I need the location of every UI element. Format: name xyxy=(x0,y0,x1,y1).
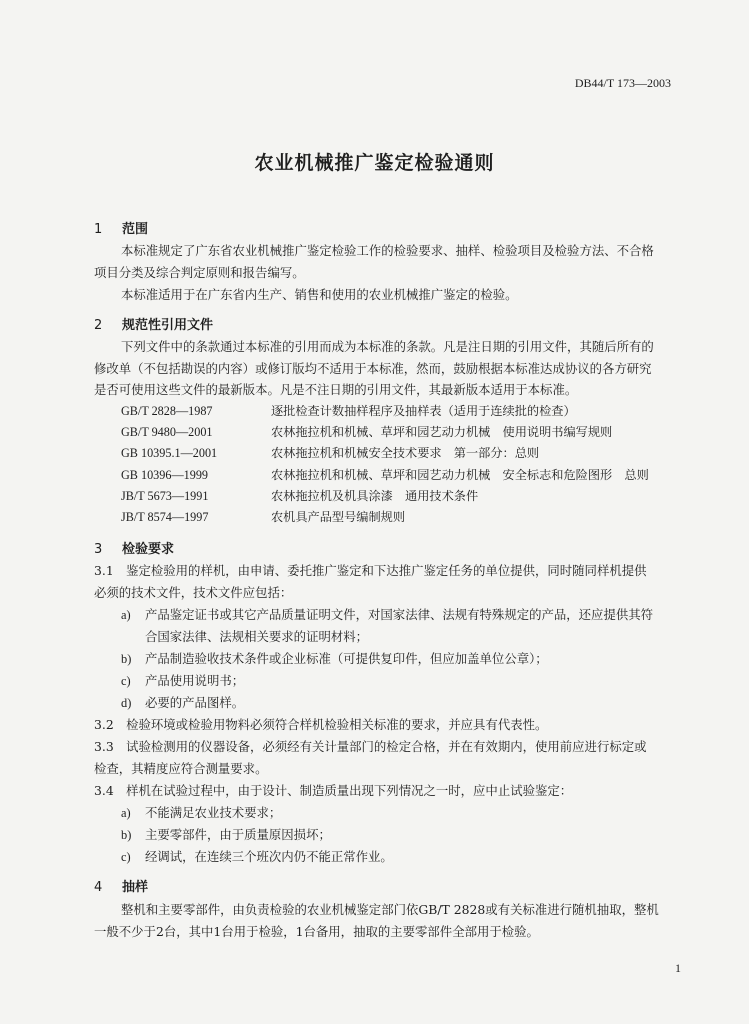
section-1-heading xyxy=(94,218,148,237)
section-number: 1 xyxy=(94,222,103,237)
list-text: 经调试，在连续三个班次内仍不能正常作业。 xyxy=(145,849,393,864)
reference-code: GB/T 9480—2001 xyxy=(121,425,213,439)
list-text: 合国家法律、法规相关要求的证明材料； xyxy=(145,629,369,644)
list-text: 主要零部件，由于质量原因损坏； xyxy=(145,827,331,842)
section-title: 范围 xyxy=(122,222,149,237)
page-title: 农业机械推广鉴定检验通则 xyxy=(254,152,495,174)
list-marker: b) xyxy=(121,652,132,666)
paragraph-line: 必须的技术文件，技术文件应包括： xyxy=(94,585,293,600)
list-item xyxy=(121,605,653,623)
list-marker: b) xyxy=(121,828,132,842)
paragraph-line: 检查，其精度应符合测量要求。 xyxy=(94,761,268,776)
list-marker: c) xyxy=(121,674,131,688)
reference-item xyxy=(121,487,478,504)
section-number: 4 xyxy=(94,880,103,895)
reference-item xyxy=(121,466,649,483)
standard-code: DB44/T 173—2003 xyxy=(574,76,671,90)
reference-title: 农机具产品型号编制规则 xyxy=(271,510,406,524)
paragraph-line: 整机和主要零部件，由负责检验的农业机械鉴定部门依GB/T 2828或有关标准进行随机抽取，整机 xyxy=(121,902,659,917)
reference-item xyxy=(121,444,539,461)
section-title: 抽样 xyxy=(122,880,149,895)
list-text: 产品使用说明书； xyxy=(145,673,245,688)
paragraph-line: 项目分类及综合判定原则和报告编写。 xyxy=(94,265,305,280)
paragraph-line: 一般不少于2台，其中1台用于检验，1台备用，抽取的主要零部件全部用于检验。 xyxy=(94,924,539,939)
paragraph-line: 本标准规定了广东省农业机械推广鉴定检验工作的检验要求、抽样、检验项目及检验方法、不合格 xyxy=(121,243,654,258)
reference-item xyxy=(121,402,576,419)
paragraph-line: 是否可使用这些文件的最新版本。凡是不注日期的引用文件，其最新版本适用于本标准。 xyxy=(94,382,578,397)
reference-code: JB/T 5673—1991 xyxy=(121,489,209,503)
reference-item xyxy=(121,508,405,525)
list-item xyxy=(121,847,393,865)
paragraph-line: 本标准适用于在广东省内生产、销售和使用的农业机械推广鉴定的检验。 xyxy=(121,287,518,302)
list-text: 不能满足农业技术要求； xyxy=(145,805,282,820)
section-2-heading xyxy=(94,314,213,333)
list-marker: c) xyxy=(121,850,131,864)
section-title: 检验要求 xyxy=(122,542,175,557)
page-number: 1 xyxy=(675,961,681,975)
reference-title: 农林拖拉机和机械、草坪和园艺动力机械 使用说明书编写规则 xyxy=(271,425,613,439)
list-text: 产品制造验收技术条件或企业标准（可提供复印件，但应加盖单位公章）； xyxy=(145,651,548,666)
clause-3-4: 3.4 样机在试验过程中，由于设计、制造质量出现下列情况之一时，应中止试验鉴定： xyxy=(94,783,573,798)
list-text: 产品鉴定证书或其它产品质量证明文件，对国家法律、法规有特殊规定的产品，还应提供其符 xyxy=(145,607,654,622)
section-3-heading xyxy=(94,538,174,557)
list-marker: a) xyxy=(121,806,131,820)
list-item xyxy=(121,803,281,821)
reference-code: GB 10396—1999 xyxy=(121,468,209,482)
section-number: 2 xyxy=(94,318,103,333)
reference-code: GB 10395.1—2001 xyxy=(121,446,218,460)
list-marker: a) xyxy=(121,608,131,622)
section-number: 3 xyxy=(94,542,103,557)
section-4-heading xyxy=(94,876,148,895)
list-marker: d) xyxy=(121,696,132,710)
reference-code: GB/T 2828—1987 xyxy=(121,404,213,418)
list-item xyxy=(121,825,331,843)
reference-title: 农林拖拉机和机械安全技术要求 第一部分：总则 xyxy=(271,446,540,460)
clause-3-3: 3.3 试验检测用的仪器设备，必须经有关计量部门的检定合格，并在有效期内，使用前应进行标定或 xyxy=(94,739,647,754)
list-item xyxy=(121,649,548,667)
clause-3-1: 3.1 鉴定检验用的样机，由申请、委托推广鉴定和下达推广鉴定任务的单位提供，同时随同样机提供 xyxy=(94,563,647,578)
list-text: 必要的产品图样。 xyxy=(145,695,245,710)
list-item xyxy=(121,693,244,711)
paragraph-line: 下列文件中的条款通过本标准的引用而成为本标准的条款。凡是注日期的引用文件，其随后所有的 xyxy=(121,339,654,354)
paragraph-line: 修改单（不包括勘误的内容）或修订版均不适用于本标准，然而，鼓励根据本标准达成协议的各方研究 xyxy=(94,361,652,376)
reference-title: 逐批检查计数抽样程序及抽样表（适用于连续批的检查） xyxy=(271,404,576,418)
reference-title: 农林拖拉机及机具涂漆 通用技术条件 xyxy=(271,489,479,503)
section-title: 规范性引用文件 xyxy=(122,318,214,333)
reference-title: 农林拖拉机和机械、草坪和园艺动力机械 安全标志和危险图形 总则 xyxy=(271,468,649,482)
list-item xyxy=(121,671,244,689)
reference-item xyxy=(121,423,612,440)
clause-3-2: 3.2 检验环境或检验用物料必须符合样机检验相关标准的要求，并应具有代表性。 xyxy=(94,717,548,732)
reference-code: JB/T 8574—1997 xyxy=(121,510,209,524)
list-item xyxy=(121,627,368,645)
